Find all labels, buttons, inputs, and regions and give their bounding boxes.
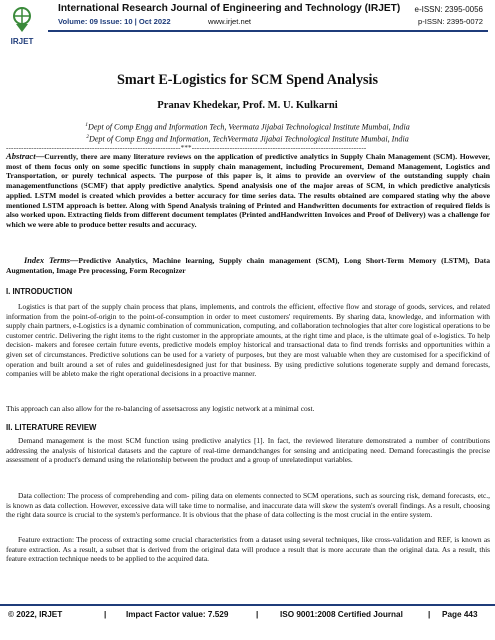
irjet-logo [8, 4, 36, 48]
intro-paragraph-2: This approach can also allow for the re-balancing of assetsacross any logistic network at a minimal cost. [6, 404, 315, 413]
abstract-text: Currently, there are many literature reviews on the application of predictive analytics in Supply Chain Management (SCM). However, most of them focus only on some specific functions in supply chain management, including Procurement, Demand Management, Logistics and Transportation, or purely technical aspects. The purpose of this paper is, it aims to provide an overview of the outstanding supply chain managementfunctions (SCMF) that apply predictive analytics. Spend analysisis one of the major areas of SCM, in which predictive analyticsis applied. LSTM model is created which provides a better accuracy for time series data. The results obtained are compared stating why the above mentioned LSTM approach is better. Along with Spend Analysis training of Printed and Handwritten documents for extraction of required fields is also worked upon. Extracting fields from different document templates (Printed andHandwritten Invoices and Proof of Delivery) was a challenge for which we were able to produce better results and accuracy. [6, 152, 490, 229]
literature-paragraph-1: Demand management is the most SCM function using predictive analytics [1]. In fact, the reviewed literature demonstrated a number of contributions addressing the analysis of historical datasets and the capture of real-time demandchanges for sensing and anticipating need. Demand forecastingis the precise assessment of a product's demand using the relationship between the product and a group of unrelatedinput variables. [6, 436, 490, 465]
aff2-mark: 2 [86, 134, 89, 140]
footer-sep-1: | [104, 610, 107, 619]
section-literature-heading: II. LITERATURE REVIEW [6, 423, 97, 432]
abstract [6, 152, 490, 230]
abstract-lead: Abstract— [6, 151, 45, 161]
logo-text: IRJET [10, 37, 34, 46]
paper-authors: Pranav Khedekar, Prof. M. U. Kulkarni [157, 100, 338, 111]
footer-iso: ISO 9001:2008 Certified Journal [280, 610, 403, 619]
footer-page: Page 443 [442, 610, 478, 619]
separator-rule: ---------------------------------------------------------------------***--------------------------------------------------------------------- [6, 144, 367, 152]
footer-rule [0, 604, 495, 606]
footer-copyright: © 2022, IRJET [8, 610, 63, 619]
p-issn: p-ISSN: 2395-0072 [417, 17, 483, 26]
index-terms-lead: Index Terms— [24, 256, 79, 265]
footer-impact: Impact Factor value: 7.529 [126, 610, 229, 619]
index-terms [6, 256, 490, 275]
affiliation-1 [0, 122, 495, 132]
aff1-text: Dept of Comp Engg and Information Tech, Veermata Jijabai Technological Institute Mumbai, India [87, 122, 410, 132]
header-rule [48, 30, 488, 32]
journal-header [0, 0, 495, 52]
literature-paragraph-3: Feature extraction: The process of extracting some crucial characteristics from a dataset using several techniques, like cross-validation and REF, is known as feature extraction. As a result, a subset that is derived from the original data will produce a result that is more accurate than the original data. As a result, this feature extraction technique needs to be applied to the acquired data. [6, 535, 490, 564]
volume-issue: Volume: 09 Issue: 10 | Oct 2022 [58, 17, 171, 26]
journal-footer [0, 604, 495, 640]
e-issn: e-ISSN: 2395-0056 [414, 5, 483, 14]
affiliation-2 [0, 134, 495, 144]
index-terms-text: Predictive Analytics, Machine learning, Supply chain management (SCM), Long Short-Term Memory (LSTM), Data Augmentation, Image Pre processing, Form Recognizer [6, 256, 491, 275]
paper-title: Smart E-Logistics for SCM Spend Analysis [116, 72, 379, 88]
footer-sep-2: | [256, 610, 259, 619]
journal-title: International Research Journal of Engineering and Technology (IRJET) [58, 3, 401, 14]
section-introduction-heading: I. INTRODUCTION [6, 287, 73, 296]
intro-paragraph-1: Logistics is that part of the supply chain process that plans, implements, and controls the efficient, effective flow and storage of goods, services, and related information from the point-of-origin to the point-of-consumption in order to meet customers' requirements. By sharing data, knowledge, and information with supply chain partners, e-Logistics is a dynamic combination of communication, computing, and collaboration technologies that alter core logistical operations to be customer centric. Delivering the right items to the right customer in the appropriate amounts, at the right time and place, is the ultimate goal of e-logistics. To help decision- makers and foresee certain future events, predictive models employ historical and transactional data to find trends forrisks and opportunities within a given set of circumstances. Predictive solutions can be used for a variety of purposes, but they are most valuable when they are customised for a specifickind of operation and built around a set of rules and guidelinesdesigned just for that business. By using predictive solutions togenerate supply and demand forecasts, companies will be ableto make the right operational decisions in a proactive manner. [6, 302, 490, 379]
aff1-mark: 1 [85, 122, 88, 128]
literature-paragraph-2: Data collection: The process of comprehending and com- piling data on elements connected to SCM operations, such as sourcing risk, demand forecasts, etc., is known as data collection. However, excessive data will take time to normalise, and inaccurate data will skew the system's overall findings. As a result, choosing the right data source is crucial to the system's performance. It is obvious that the phase of data collecting is the most crucial in the entire system. [6, 491, 490, 520]
journal-website: www.irjet.net [208, 17, 252, 26]
aff2-text: Dept of Comp Engg and Information, TechVeermata Jijabai Technological Institute Mumbai, India [88, 134, 409, 144]
footer-sep-3: | [428, 610, 431, 619]
